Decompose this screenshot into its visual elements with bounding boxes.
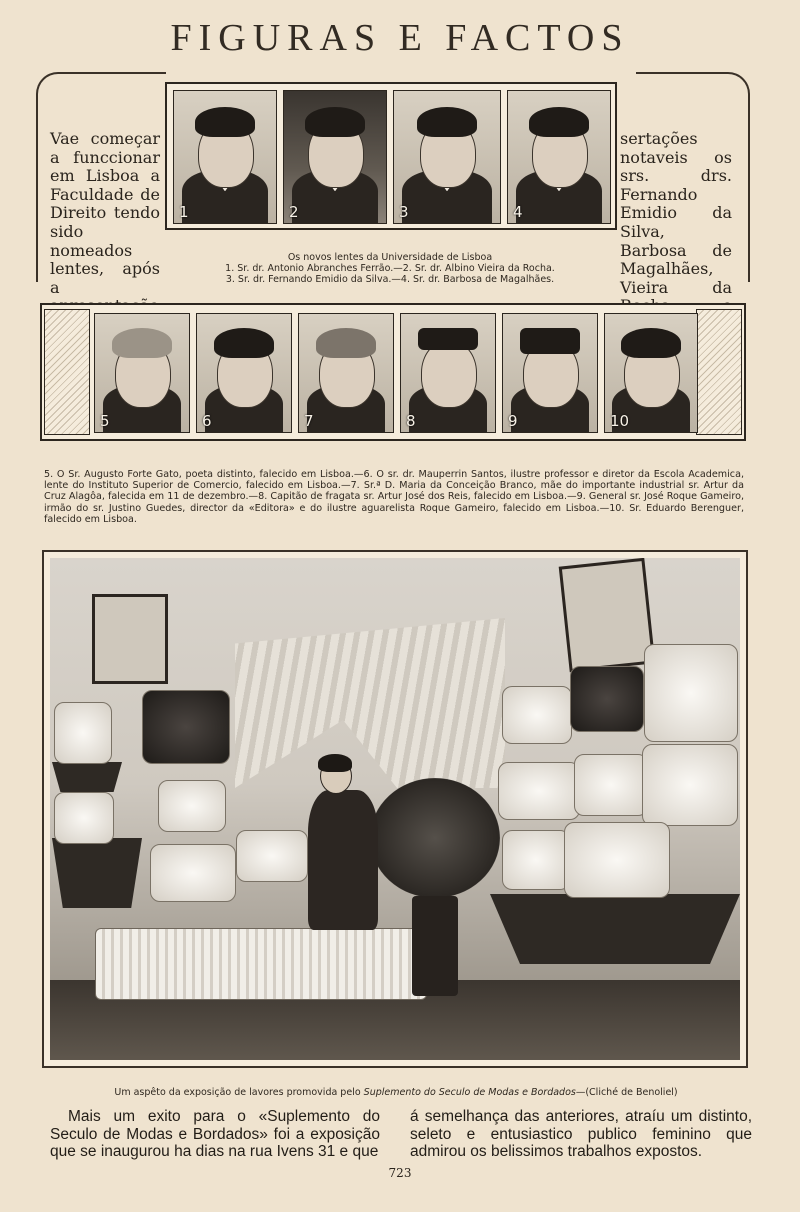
ornament-left xyxy=(36,72,166,134)
woman-hair xyxy=(318,754,352,772)
embroidered-cushion xyxy=(502,830,570,890)
photo-caption-credit: —(Cliché de Benoliel) xyxy=(575,1087,678,1098)
photo-caption-publication: Suplemento do Seculo de Modas e Bordados xyxy=(363,1087,576,1098)
embroidered-cushion xyxy=(642,744,738,826)
portrait-number: 10 xyxy=(610,412,630,430)
portrait-number: 2 xyxy=(289,203,299,221)
portrait-4 xyxy=(507,90,611,224)
decorative-panel-right xyxy=(696,309,742,435)
portrait-2 xyxy=(283,90,387,224)
decorative-panel-left xyxy=(44,309,90,435)
ornament-right-tail xyxy=(740,132,750,282)
potted-plant xyxy=(370,778,500,898)
portrait-3 xyxy=(393,90,501,224)
portrait-number: 8 xyxy=(406,412,416,430)
embroidered-cushion xyxy=(502,686,572,744)
page-title: FIGURAS E FACTOS xyxy=(170,17,630,59)
lentes-caption xyxy=(170,252,610,285)
article-text-right: á semelhança das anteriores, atraíu um distinto, seleto e entusiastico publico feminino que admirou os belissimos trabalhos expostos. xyxy=(410,1108,752,1160)
embroidered-cushion xyxy=(54,792,114,844)
embroidered-cushion xyxy=(150,844,236,902)
obituary-portrait-frame xyxy=(40,303,746,441)
display-shelf xyxy=(52,762,122,792)
portrait-7 xyxy=(298,313,394,433)
embroidered-cushion xyxy=(644,644,738,742)
exhibition-photo-frame xyxy=(42,550,748,1068)
page-number: 723 xyxy=(388,1166,412,1180)
exhibition-photo xyxy=(50,558,740,1060)
portrait-9 xyxy=(502,313,598,433)
display-shelf xyxy=(52,838,142,908)
drapery xyxy=(235,618,505,788)
embroidered-cushion xyxy=(570,666,644,732)
wall-picture-left xyxy=(92,594,168,684)
portrait-6 xyxy=(196,313,292,433)
plant-pot xyxy=(412,896,458,996)
woman-figure xyxy=(308,790,378,930)
portrait-number: 5 xyxy=(100,412,110,430)
ornament-left-tail xyxy=(36,132,46,282)
embroidered-cushion xyxy=(54,702,112,764)
embroidered-cushion xyxy=(498,762,580,820)
embroidered-cushion xyxy=(142,690,230,764)
portrait-1 xyxy=(173,90,277,224)
lentes-caption-title: Os novos lentes da Universidade de Lisboa xyxy=(287,252,493,263)
portrait-number: 3 xyxy=(399,203,409,221)
portrait-number: 9 xyxy=(508,412,518,430)
portrait-number: 7 xyxy=(304,412,314,430)
portrait-8 xyxy=(400,313,496,433)
embroidered-cushion xyxy=(564,822,670,898)
intro-text-left: Vae começar a funccionar em Lisboa a Faculdade de Direito tendo sido nomeados lentes, após a xyxy=(50,129,160,297)
intro-text-right: sertações notaveis os srs. drs. Fernando Emidio da Silva, Barbosa de Magalhães, Vieira da xyxy=(620,129,732,297)
article-text-left: Mais um exito para o «Suplemento do Seculo de Modas e Bordados» foi a exposição que se inaugurou ha dias na rua Ivens 31 e que xyxy=(50,1108,380,1160)
obituary-caption: 5. O Sr. Augusto Forte Gato, poeta distinto, falecido em Lisboa.—6. O sr. dr. Mauperrin Santos, ilustre professor e diretor da Escola Academica, lente do Instituto Superior de Comercio, falecido em Lisboa.—7. Sr.ª D. Maria da Conceição Branco, mãe do importante industrial sr. Artur da Cruz Alagôa, falecida em 11 de dezembro.—8. Capitão de fragata sr. Artur José dos Reis, falecido em Lisboa.—9. General sr. José Roque Gameiro, irmão do sr. Justino Guedes, director da «Editora» e do ilustre aguarelista Roque Gameiro, falecido em Lisboa.—10. Sr. Eduardo Berenguer, falecido em Lisboa. xyxy=(44,469,744,525)
portrait-number: 4 xyxy=(513,203,523,221)
embroidered-cushion xyxy=(158,780,226,832)
portrait-number: 1 xyxy=(179,203,189,221)
portrait-number: 6 xyxy=(202,412,212,430)
photo-caption xyxy=(40,1087,752,1098)
display-shelf xyxy=(490,894,740,964)
lentes-caption-line: 3. Sr. dr. Fernando Emidio da Silva.—4. Sr. dr. Barbosa de Magalhães. xyxy=(225,274,555,285)
ornament-right xyxy=(636,72,750,134)
portrait-5 xyxy=(94,313,190,433)
portrait-10 xyxy=(604,313,698,433)
embroidered-cushion xyxy=(574,754,648,816)
lentes-caption-line: 1. Sr. dr. Antonio Abranches Ferrão.—2. Sr. dr. Albino Vieira da Rocha. xyxy=(225,263,555,274)
wall-picture-right xyxy=(559,558,656,672)
embroidered-cushion xyxy=(236,830,308,882)
lentes-portrait-frame xyxy=(165,82,617,230)
photo-caption-prefix: Um aspêto da exposição de lavores promovida pelo xyxy=(114,1087,361,1098)
lace-covered-table xyxy=(95,928,427,1000)
